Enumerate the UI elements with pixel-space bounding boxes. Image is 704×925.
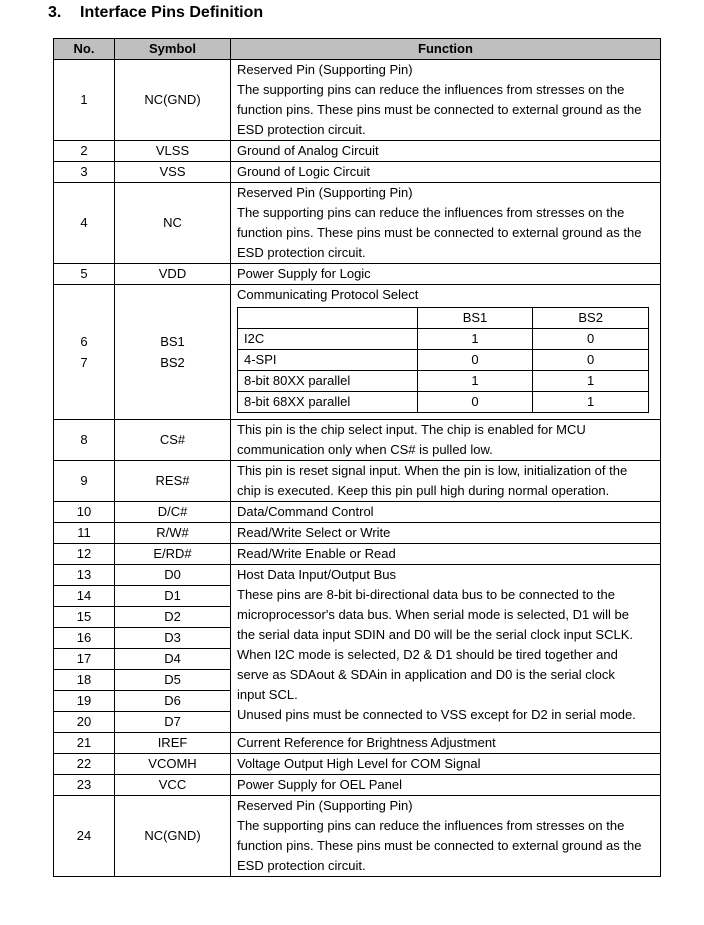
section-number: 3.: [48, 4, 62, 21]
pin-number: 13: [54, 565, 115, 586]
pin-number: 11: [54, 523, 115, 544]
pin-symbol-bs1: BS1: [160, 334, 185, 349]
function-line: function pins. These pins must be connected to external ground as the: [237, 102, 642, 117]
function-line: Reserved Pin (Supporting Pin): [237, 185, 413, 200]
pin-number: 15: [54, 607, 115, 628]
pin-symbol: D5: [115, 670, 231, 691]
section-title: Interface Pins Definition: [80, 4, 264, 21]
pin-symbol: RES#: [115, 461, 231, 502]
table-row: [54, 461, 661, 502]
table-row: [54, 775, 661, 796]
pin-number: 9: [54, 461, 115, 502]
protocol-bs1-value: 0: [417, 392, 533, 413]
table-row: [54, 162, 661, 183]
function-line: ESD protection circuit.: [237, 245, 366, 260]
pin-symbol: IREF: [115, 733, 231, 754]
pin-number: 12: [54, 544, 115, 565]
pin-symbol: NC: [115, 183, 231, 264]
pin-number: 2: [54, 141, 115, 162]
pin-function: Voltage Output High Level for COM Signal: [231, 754, 661, 775]
pin-definition-table: [53, 38, 661, 877]
table-row: [54, 183, 661, 264]
pin-function: Power Supply for Logic: [231, 264, 661, 285]
pin-symbol: D7: [115, 712, 231, 733]
pin-number: 20: [54, 712, 115, 733]
pin-function: [231, 183, 661, 264]
pin-symbol: E/RD#: [115, 544, 231, 565]
function-line: Reserved Pin (Supporting Pin): [237, 798, 413, 813]
pin-function: [231, 60, 661, 141]
pin-number: 14: [54, 586, 115, 607]
protocol-bs2-value: 0: [533, 350, 649, 371]
protocol-select-title: Communicating Protocol Select: [237, 287, 419, 302]
table-row: [54, 733, 661, 754]
table-row: [54, 502, 661, 523]
pin-number-6: 6: [80, 334, 88, 349]
function-line: The supporting pins can reduce the influences from stresses on the: [237, 205, 625, 220]
header-symbol: Symbol: [115, 39, 231, 60]
function-line: function pins. These pins must be connected to external ground as the: [237, 225, 642, 240]
pin-number: 3: [54, 162, 115, 183]
protocol-bs2-value: 1: [533, 392, 649, 413]
protocol-header-row: [238, 308, 649, 329]
pin-function: [231, 461, 661, 502]
function-line: This pin is the chip select input. The chip is enabled for MCU: [237, 422, 586, 437]
pin-number: [54, 285, 115, 420]
protocol-row: [238, 350, 649, 371]
table-row: [54, 264, 661, 285]
function-line: serve as SDAout & SDAin in application and D0 is the serial clock: [237, 667, 615, 682]
pin-number: 21: [54, 733, 115, 754]
pin-symbol: D2: [115, 607, 231, 628]
function-line: This pin is reset signal input. When the pin is low, initialization of the: [237, 463, 628, 478]
function-line: ESD protection circuit.: [237, 858, 366, 873]
protocol-header-bs1: BS1: [417, 308, 533, 329]
protocol-select-table: [237, 307, 649, 413]
protocol-name: 8-bit 68XX parallel: [238, 392, 418, 413]
pin-function: [231, 565, 661, 733]
pin-symbol: D3: [115, 628, 231, 649]
pin-symbol: VLSS: [115, 141, 231, 162]
table-row: [54, 285, 661, 420]
table-row: [54, 523, 661, 544]
pin-symbol: VCOMH: [115, 754, 231, 775]
pin-number: 5: [54, 264, 115, 285]
function-line: Unused pins must be connected to VSS except for D2 in serial mode.: [237, 707, 636, 722]
pin-symbol: CS#: [115, 420, 231, 461]
pin-symbol: D/C#: [115, 502, 231, 523]
protocol-header-blank: [238, 308, 418, 329]
protocol-row: [238, 392, 649, 413]
pin-number: 19: [54, 691, 115, 712]
pin-function: [231, 420, 661, 461]
function-line: communication only when CS# is pulled low.: [237, 442, 493, 457]
protocol-row: [238, 329, 649, 350]
function-line: chip is executed. Keep this pin pull high during normal operation.: [237, 483, 610, 498]
function-line: microprocessor's data bus. When serial mode is selected, D1 will be: [237, 607, 629, 622]
pin-number: 16: [54, 628, 115, 649]
pin-number: 8: [54, 420, 115, 461]
pin-symbol: VDD: [115, 264, 231, 285]
pin-number: 17: [54, 649, 115, 670]
table-row: [54, 796, 661, 877]
pin-symbol: D6: [115, 691, 231, 712]
pin-function: Data/Command Control: [231, 502, 661, 523]
pin-function: Read/Write Enable or Read: [231, 544, 661, 565]
pin-number: 10: [54, 502, 115, 523]
pin-number: 23: [54, 775, 115, 796]
pin-function: [231, 285, 661, 420]
pin-symbol-bs2: BS2: [160, 355, 185, 370]
function-line: These pins are 8-bit bi-directional data bus to be connected to the: [237, 587, 615, 602]
pin-function: Ground of Logic Circuit: [231, 162, 661, 183]
protocol-row: [238, 371, 649, 392]
pin-symbol: NC(GND): [115, 60, 231, 141]
function-line: input SCL.: [237, 687, 298, 702]
protocol-bs1-value: 0: [417, 350, 533, 371]
function-line: When I2C mode is selected, D2 & D1 should be tired together and: [237, 647, 618, 662]
pin-symbol: D0: [115, 565, 231, 586]
function-line: function pins. These pins must be connected to external ground as the: [237, 838, 642, 853]
pin-symbol: D1: [115, 586, 231, 607]
function-line: Host Data Input/Output Bus: [237, 567, 396, 582]
pin-number: 18: [54, 670, 115, 691]
function-line: Reserved Pin (Supporting Pin): [237, 62, 413, 77]
pin-function: [231, 796, 661, 877]
pin-symbol: [115, 285, 231, 420]
protocol-name: I2C: [238, 329, 418, 350]
pin-symbol: D4: [115, 649, 231, 670]
table-row: [54, 420, 661, 461]
pin-number: 22: [54, 754, 115, 775]
section-heading: [48, 4, 263, 22]
function-line: the serial data input SDIN and D0 will be the serial clock input SCLK.: [237, 627, 633, 642]
protocol-bs1-value: 1: [417, 371, 533, 392]
pin-number: 1: [54, 60, 115, 141]
function-line: ESD protection circuit.: [237, 122, 366, 137]
table-row: [54, 60, 661, 141]
protocol-name: 8-bit 80XX parallel: [238, 371, 418, 392]
function-line: The supporting pins can reduce the influences from stresses on the: [237, 82, 625, 97]
table-row: [54, 754, 661, 775]
pin-function: Ground of Analog Circuit: [231, 141, 661, 162]
protocol-bs1-value: 1: [417, 329, 533, 350]
protocol-bs2-value: 0: [533, 329, 649, 350]
function-line: The supporting pins can reduce the influences from stresses on the: [237, 818, 625, 833]
header-no: No.: [54, 39, 115, 60]
pin-number: 4: [54, 183, 115, 264]
table-row: [54, 141, 661, 162]
pin-symbol: VSS: [115, 162, 231, 183]
pin-function: Read/Write Select or Write: [231, 523, 661, 544]
header-function: Function: [231, 39, 661, 60]
protocol-header-bs2: BS2: [533, 308, 649, 329]
pin-symbol: VCC: [115, 775, 231, 796]
pin-number-7: 7: [80, 355, 88, 370]
protocol-name: 4-SPI: [238, 350, 418, 371]
pin-symbol: NC(GND): [115, 796, 231, 877]
protocol-bs2-value: 1: [533, 371, 649, 392]
table-header-row: [54, 39, 661, 60]
pin-function: Power Supply for OEL Panel: [231, 775, 661, 796]
pin-function: Current Reference for Brightness Adjustment: [231, 733, 661, 754]
pin-number: 24: [54, 796, 115, 877]
pin-symbol: R/W#: [115, 523, 231, 544]
table-row: [54, 565, 661, 586]
table-row: [54, 544, 661, 565]
